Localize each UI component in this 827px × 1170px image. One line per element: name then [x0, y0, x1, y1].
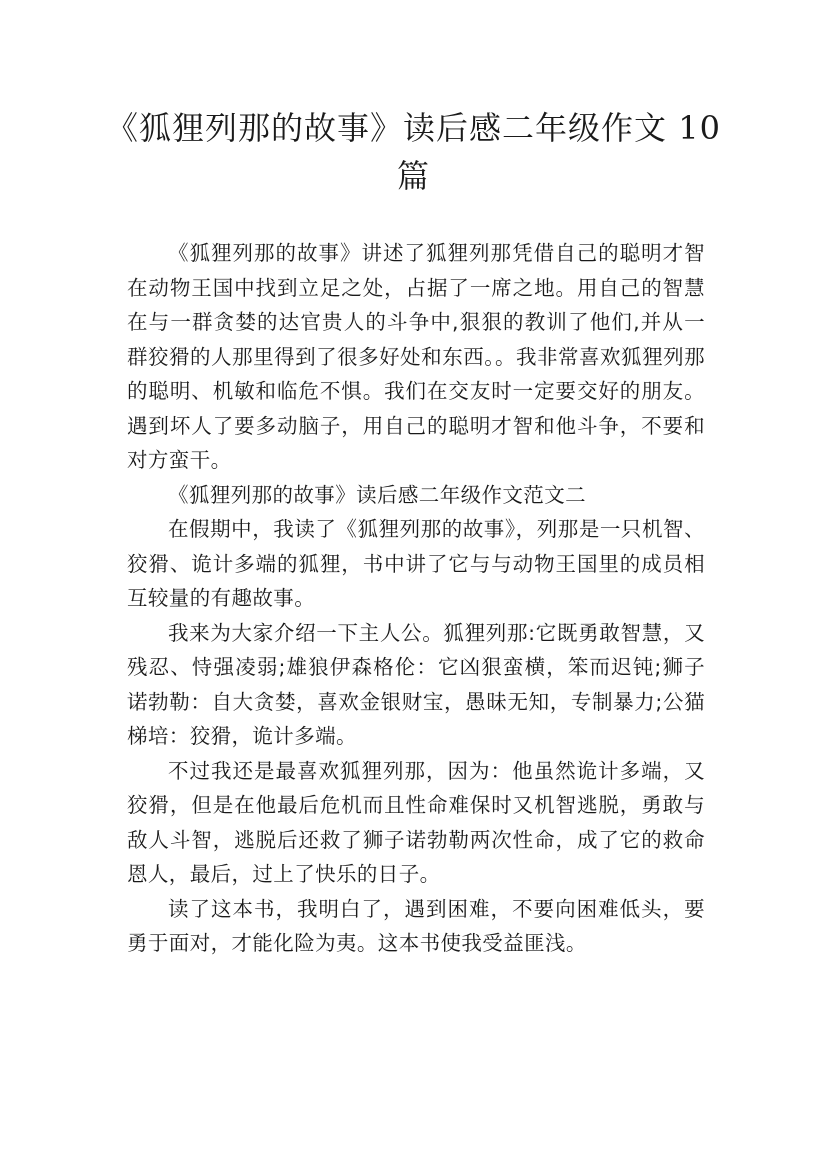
paragraph: 不过我还是最喜欢狐狸列那，因为：他虽然诡计多端，又狡猾，但是在他最后危机而且性命难保时又机智逃脱，勇敢与敌人斗智，逃脱后还救了狮子诺勃勒两次性命，成了它的救命恩人，最后，过上了快乐的日子。 [127, 758, 705, 886]
document-body [127, 236, 705, 961]
paragraph: 读了这本书，我明白了，遇到困难，不要向困难低头，要勇于面对，才能化险为夷。这本书使我受益匪浅。 [127, 896, 705, 955]
paragraph: 我来为大家介绍一下主人公。狐狸列那:它既勇敢智慧，又残忍、恃强凌弱;雄狼伊森格伦：它凶狠蛮横，笨而迟钝;狮子诺勃勒：自大贪婪，喜欢金银财宝，愚昧无知，专制暴力;公猫梯培：狡猾，诡计多端。 [127, 620, 705, 748]
section-heading: 《狐狸列那的故事》读后感二年级作文范文二 [168, 482, 586, 507]
document-title: 《狐狸列那的故事》读后感二年级作文 10 篇 [106, 109, 721, 195]
paragraph: 《狐狸列那的故事》讲述了狐狸列那凭借自己的聪明才智在动物王国中找到立足之处，占据了一席之地。用自己的智慧在与一群贪婪的达官贵人的斗争中,狠狠的教训了他们,并从一群狡猾的人那里得到了很多好处和东西。。我非常喜欢狐狸列那的聪明、机敏和临危不惧。我们在交友时一定要交好的朋友。遇到坏人了要多动脑子，用自己的聪明才智和他斗争，不要和对方蛮干。 [127, 241, 705, 472]
paragraph: 在假期中，我读了《狐狸列那的故事》，列那是一只机智、狡猾、诡计多端的狐狸，书中讲了它与与动物王国里的成员相互较量的有趣故事。 [127, 517, 705, 610]
